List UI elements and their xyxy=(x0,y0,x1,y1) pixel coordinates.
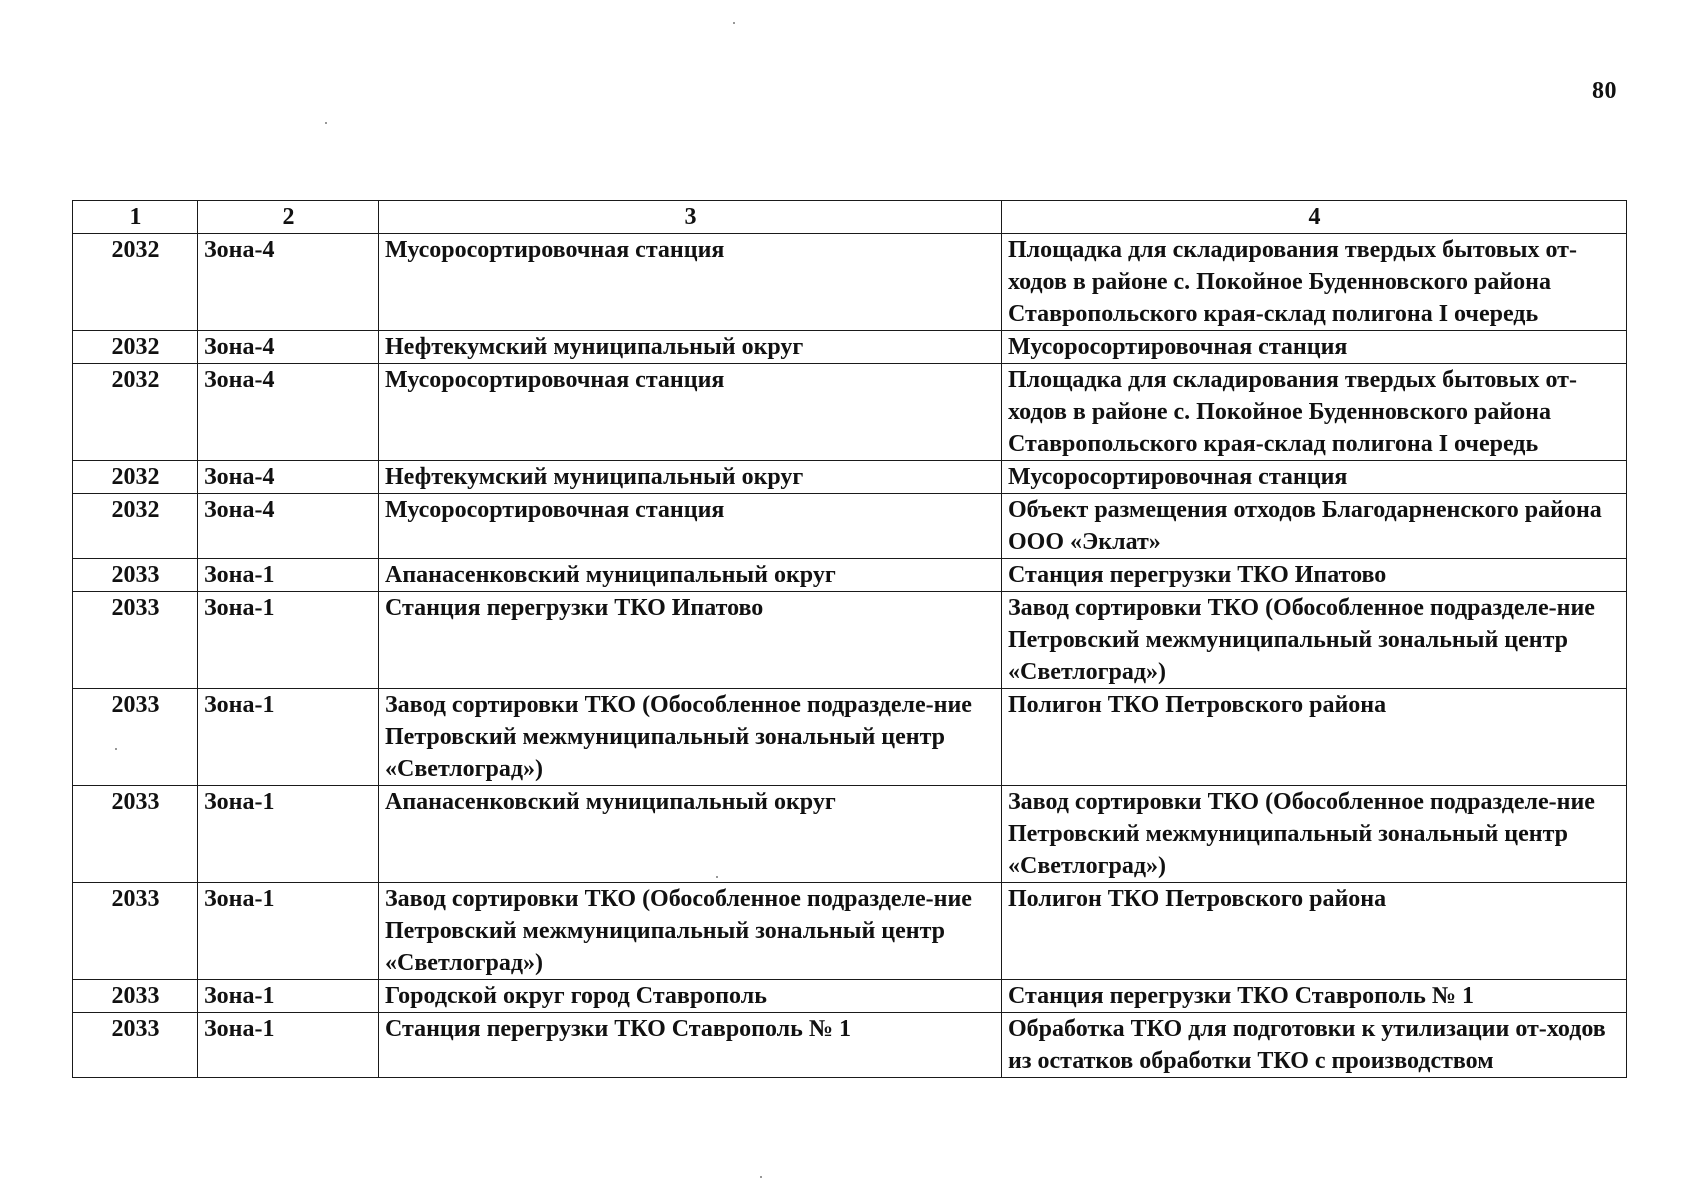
year-cell: 2032 xyxy=(73,331,198,364)
scan-speck xyxy=(716,876,718,878)
destination-cell: Площадка для складирования твердых бытовых от-ходов в районе с. Покойное Буденновского района Ставропольского края-склад полигона I очередь xyxy=(1002,364,1627,461)
zone-cell: Зона-1 xyxy=(198,559,379,592)
source-cell: Станция перегрузки ТКО Ставрополь № 1 xyxy=(379,1013,1002,1078)
table-row xyxy=(73,364,1627,461)
table-row xyxy=(73,1013,1627,1078)
destination-cell: Станция перегрузки ТКО Ставрополь № 1 xyxy=(1002,980,1627,1013)
year-cell: 2033 xyxy=(73,786,198,883)
column-header-1: 1 xyxy=(73,201,198,234)
zone-cell: Зона-1 xyxy=(198,1013,379,1078)
year-cell: 2032 xyxy=(73,234,198,331)
table-row xyxy=(73,883,1627,980)
destination-cell: Обработка ТКО для подготовки к утилизации от-ходов из остатков обработки ТКО с производством xyxy=(1002,1013,1627,1078)
year-cell: 2033 xyxy=(73,980,198,1013)
source-cell: Завод сортировки ТКО (Обособленное подразделе-ние Петровский межмуниципальный зональный центр «Светлоград») xyxy=(379,883,1002,980)
table-row xyxy=(73,494,1627,559)
zone-cell: Зона-4 xyxy=(198,461,379,494)
scan-speck xyxy=(115,748,117,750)
waste-routes-table xyxy=(72,200,1627,1078)
source-cell: Мусоросортировочная станция xyxy=(379,234,1002,331)
destination-cell: Полигон ТКО Петровского района xyxy=(1002,689,1627,786)
zone-cell: Зона-1 xyxy=(198,592,379,689)
table-row xyxy=(73,786,1627,883)
zone-cell: Зона-1 xyxy=(198,786,379,883)
page-number: 80 xyxy=(1592,78,1617,104)
zone-cell: Зона-4 xyxy=(198,331,379,364)
column-header-3: 3 xyxy=(379,201,1002,234)
column-header-2: 2 xyxy=(198,201,379,234)
source-cell: Городской округ город Ставрополь xyxy=(379,980,1002,1013)
destination-cell: Мусоросортировочная станция xyxy=(1002,331,1627,364)
table-row xyxy=(73,234,1627,331)
destination-cell: Завод сортировки ТКО (Обособленное подразделе-ние Петровский межмуниципальный зональный центр «Светлоград») xyxy=(1002,786,1627,883)
table-row xyxy=(73,689,1627,786)
source-cell: Мусоросортировочная станция xyxy=(379,364,1002,461)
destination-cell: Площадка для складирования твердых бытовых от-ходов в районе с. Покойное Буденновского района Ставропольского края-склад полигона I очередь xyxy=(1002,234,1627,331)
scan-speck xyxy=(760,1176,762,1178)
year-cell: 2032 xyxy=(73,461,198,494)
zone-cell: Зона-4 xyxy=(198,364,379,461)
year-cell: 2033 xyxy=(73,689,198,786)
year-cell: 2033 xyxy=(73,592,198,689)
source-cell: Апанасенковский муниципальный округ xyxy=(379,786,1002,883)
destination-cell: Объект размещения отходов Благодарненского района ООО «Эклат» xyxy=(1002,494,1627,559)
zone-cell: Зона-1 xyxy=(198,980,379,1013)
destination-cell: Завод сортировки ТКО (Обособленное подразделе-ние Петровский межмуниципальный зональный центр «Светлоград») xyxy=(1002,592,1627,689)
year-cell: 2033 xyxy=(73,1013,198,1078)
zone-cell: Зона-4 xyxy=(198,234,379,331)
destination-cell: Станция перегрузки ТКО Ипатово xyxy=(1002,559,1627,592)
zone-cell: Зона-1 xyxy=(198,883,379,980)
year-cell: 2032 xyxy=(73,364,198,461)
table-row xyxy=(73,559,1627,592)
column-header-4: 4 xyxy=(1002,201,1627,234)
destination-cell: Полигон ТКО Петровского района xyxy=(1002,883,1627,980)
source-cell: Нефтекумский муниципальный округ xyxy=(379,331,1002,364)
source-cell: Мусоросортировочная станция xyxy=(379,494,1002,559)
source-cell: Завод сортировки ТКО (Обособленное подразделе-ние Петровский межмуниципальный зональный центр «Светлоград») xyxy=(379,689,1002,786)
scan-speck xyxy=(325,122,327,124)
zone-cell: Зона-4 xyxy=(198,494,379,559)
year-cell: 2033 xyxy=(73,883,198,980)
destination-cell: Мусоросортировочная станция xyxy=(1002,461,1627,494)
table-header-row xyxy=(73,201,1627,234)
source-cell: Станция перегрузки ТКО Ипатово xyxy=(379,592,1002,689)
table-row xyxy=(73,331,1627,364)
source-cell: Нефтекумский муниципальный округ xyxy=(379,461,1002,494)
table-row xyxy=(73,592,1627,689)
zone-cell: Зона-1 xyxy=(198,689,379,786)
year-cell: 2032 xyxy=(73,494,198,559)
table-row xyxy=(73,980,1627,1013)
source-cell: Апанасенковский муниципальный округ xyxy=(379,559,1002,592)
year-cell: 2033 xyxy=(73,559,198,592)
scan-speck xyxy=(733,22,735,24)
table-row xyxy=(73,461,1627,494)
